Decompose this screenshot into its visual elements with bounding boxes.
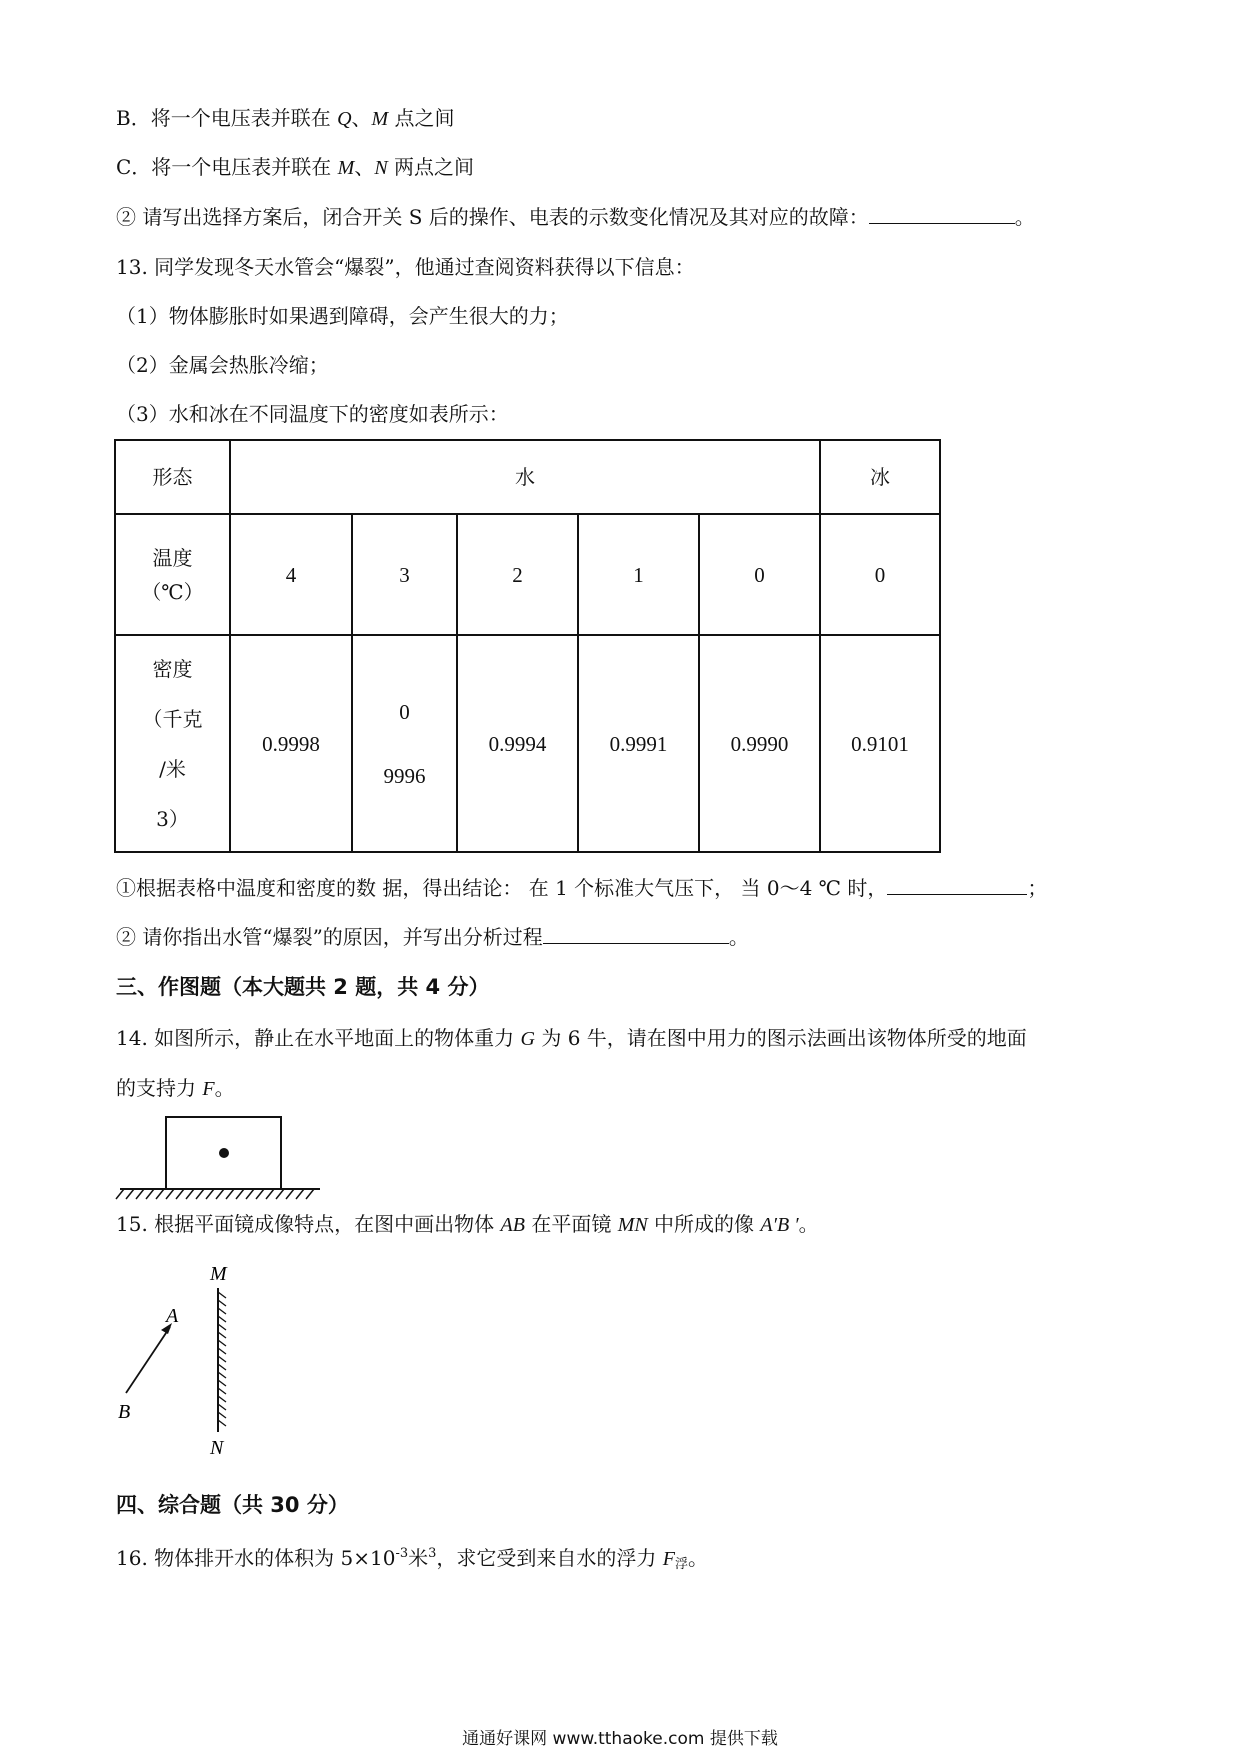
q13-question-1: ①根据表格中温度和密度的数 据，得出结论： 在 1 个标准大气压下， 当 0～4 ℃ 时， ； [116, 876, 1048, 900]
ground-hatching [116, 1189, 314, 1199]
q13-intro: 13. 同学发现冬天水管会“爆裂”，他通过查阅资料获得以下信息： [116, 255, 695, 279]
q15-question: 15. 根据平面镜成像特点，在图中画出物体 AB 在平面镜 MN 中所成的像 A′B ′。 [116, 1212, 819, 1236]
section-3-heading: 三、作图题（本大题共 2 题，共 4 分） [116, 975, 490, 999]
point-b-label: B [118, 1401, 131, 1423]
option-b: B．将一个电压表并联在 Q、M 点之间 [116, 106, 455, 130]
q15-mirror-figure [110, 1260, 240, 1460]
water-header: 水 [515, 465, 535, 489]
mirror-label-n: N [210, 1437, 224, 1459]
q12-part2: ② 请写出选择方案后，闭合开关 S 后的操作、电表的示数变化情况及其对应的故障： 。 [116, 205, 1035, 229]
temp-cell: 0 [754, 562, 765, 587]
object-ab-arrow [126, 1327, 170, 1393]
q16-question: 16. 物体排开水的体积为 $5\times 10^{-3}$米$^3$，求它受到来自水的浮力 $F_浮$。 [116, 1546, 709, 1572]
q14-box-figure [114, 1112, 324, 1202]
temp-cell: 1 [633, 562, 644, 587]
answer-blank[interactable] [869, 203, 1015, 224]
q13-info-2: （2）金属会热胀冷缩； [116, 353, 329, 377]
density-cell: 0.9994 [488, 731, 547, 756]
option-c: C．将一个电压表并联在 M、N 两点之间 [116, 155, 475, 179]
q13-info-1: （1）物体膨胀时如果遇到障碍，会产生很大的力； [116, 304, 569, 328]
ice-header: 冰 [870, 465, 890, 489]
density-table [114, 439, 941, 853]
q13-question-2: ② 请你指出水管“爆裂”的原因，并写出分析过程 。 [116, 925, 749, 949]
q14-line-1: 14. 如图所示，静止在水平地面上的物体重力 G 为 6 牛，请在图中用力的图示法画出该物体所受的地面 [116, 1026, 1027, 1050]
density-label: 密度 （千克 /米 3） [142, 656, 203, 831]
answer-blank[interactable] [887, 874, 1027, 895]
temp-cell: 2 [512, 562, 523, 587]
mirror-hatching [218, 1292, 226, 1426]
state-label: 形态 [152, 465, 193, 489]
density-cell: 0.9990 [730, 731, 789, 756]
footer-source: 通通好课网 www.tthaoke.com 提供下载 [462, 1729, 778, 1749]
mirror-label-m: M [210, 1263, 227, 1285]
temp-cell: 3 [399, 562, 410, 587]
answer-blank[interactable] [543, 923, 729, 944]
point-a-label: A [166, 1305, 179, 1327]
center-of-mass-dot [219, 1148, 229, 1158]
q13-info-3: （3）水和冰在不同温度下的密度如表所示： [116, 402, 509, 426]
temperature-label: 温度 （℃） [141, 545, 204, 604]
density-cell: 0.9998 [262, 731, 320, 756]
temp-cell: 0 [874, 562, 886, 587]
section-4-heading: 四、综合题（共 30 分） [116, 1493, 349, 1517]
density-cell: 0.9101 [851, 731, 909, 756]
density-cell: 0.9991 [609, 731, 668, 756]
q14-line-2: 的支持力 F。 [116, 1076, 235, 1100]
temp-cell: 4 [285, 562, 297, 587]
density-cell: 0 9996 [383, 699, 426, 788]
